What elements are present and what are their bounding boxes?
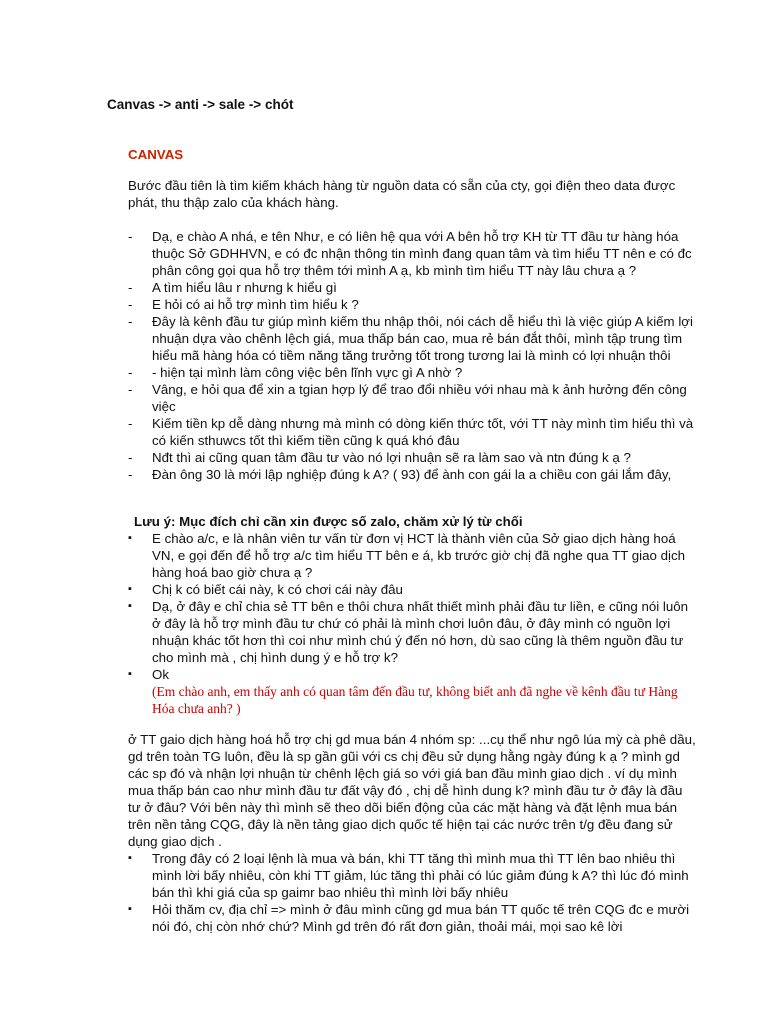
square-bullet: ▪ [128,532,132,544]
list-item: ▪ Hỏi thăm cv, địa chỉ => mình ở đâu mình cũng gd mua bán TT quốc tế trên CQG đc e mười nói đó, chị còn nhớ chứ? Mình gd trên đó rất đơn giản, thoải mái, mọi sao kê lời [128,902,690,934]
dash-bullet: - [128,297,133,312]
list-item: - Kiếm tiền kp dễ dàng nhưng mà mình có dòng kiến thức tốt, với TT này mình tìm hiểu thì và có kiến sthuwcs tốt thì kiếm tiền cũng k quá khó đâu [128,416,694,448]
list-item: - - hiện tại mình làm công việc bên lĩnh vực gì A nhờ ? [128,365,463,380]
square-bullet: ▪ [128,583,132,595]
canvas-script-list [128,228,698,483]
dash-bullet: - [128,382,133,397]
dash-bullet: - [128,314,133,329]
list-item: - Đây là kênh đầu tư giúp mình kiếm thu nhập thôi, nói cách dễ hiểu thì là việc giúp A kiếm lợi nhuận dựa vào chênh lệch giá, mua thấp bán cao, mua rẻ bán đắt thôi, mình tập trung tìm hiểu mã hàng hóa có tiềm năng tăng trưởng tốt trong tương lai là mình có lợi nhuận thôi [128,314,693,363]
note-heading: Lưu ý: Mục đích chỉ cần xin được số zalo, chăm xử lý từ chối [134,514,523,529]
list-item: - Nđt thì ai cũng quan tâm đầu tư vào nó lợi nhuận sẽ ra làm sao và ntn đúng k ạ ? [128,450,631,465]
list-item: - E hỏi có ai hỗ trợ mình tìm hiểu k ? [128,297,359,312]
list-item: ▪ Dạ, ở đây e chỉ chia sẻ TT bên e thôi chưa nhất thiết mình phải đầu tư liền, e cũng nói luôn ở đây là hỗ trợ mình đầu tư chứ có phải là mình chơi luôn đâu, ở đây mình có nguồn lợi nhuận khác tốt hơn thì coi như mình chú ý đến nó hơn, dù sao cũng là thêm nguồn đầu tư cho mình mà , chị hình dung ý e hỗ trợ k? [128,599,689,665]
list-item: - Đàn ông 30 là mới lập nghiệp đúng k A? ( 93) để ành con gái la a chiều con gái lắm đây, [128,467,672,482]
document-title: Canvas -> anti -> sale -> chót [107,97,294,112]
dash-bullet: - [128,280,133,295]
square-bullet: ▪ [128,852,132,864]
list-item: ▪ E chào a/c, e là nhân viên tư vấn từ đơn vị HCT là thành viên của Sở giao dịch hàng hoá VN, e gọi đến để hỗ trợ a/c tìm hiểu TT bên e á, kb trước giờ chị đã nghe qua TT giao dịch hàng hoá bao giờ chưa ạ ? [128,531,686,580]
list-item: - Dạ, e chào A nhá, e tên Như, e có liên hệ qua với A bên hỗ trợ KH từ TT đầu tư hàng hóa thuộc Sở GDHHVN, e có đc nhận thông tin mình đang quan tâm và tìm hiểu TT nên e có đc phân công gọi qua hỗ trợ thêm tới mình A ạ, kb mình tìm hiểu TT này lâu chưa ạ ? [128,229,692,278]
note-script-list [128,530,698,717]
dash-bullet: - [128,450,133,465]
dash-bullet: - [128,229,133,244]
red-note: (Em chào anh, em thấy anh có quan tâm đến đầu tư, không biết anh đã nghe về kênh đầu tư Hàng Hóa chưa anh? ) [152,684,678,716]
square-bullet: ▪ [128,903,132,915]
canvas-intro: Bước đầu tiên là tìm kiếm khách hàng từ nguồn data có sẵn của cty, gọi điện theo data được phát, thu thập zalo của khách hàng. [128,178,676,210]
list-item: ▪ Chị k có biết cái này, k có chơi cái này đâu [128,582,403,597]
dash-bullet: - [128,365,133,380]
dash-bullet: - [128,467,133,482]
final-script-list [128,850,698,935]
body-paragraph: ở TT gaio dịch hàng hoá hỗ trợ chị gd mua bán 4 nhóm sp: ...cụ thể như ngô lúa mỳ cà phê dầu, gd trên toàn TG luôn, đều là sp gần gũi với cs chị đều sử dụng hằng ngày đúng k ạ ? mình gd các sp đó và nhận lợi nhuận từ chênh lệch giá so với giá ban đầu mình giao dịch . ví dụ mình mua thấp bán cao như mình đầu tư đất vậy đó , chị dễ hình dung k? mình đầu tư ở đây là đầu tư ở đâu? Với bên này thì mình sẽ theo dõi biến động của các mặt hàng và đặt lệnh mua bán trên nền tảng CQG, đây là nền tảng giao dịch quốc tế hiện tại các nước trên t/g đều đang sử dụng giao dịch . [128,732,696,849]
dash-bullet: - [128,416,133,431]
list-item: ▪ Ok (Em chào anh, em thấy anh có quan tâm đến đầu tư, không biết anh đã nghe về kênh đầu tư Hàng Hóa chưa anh? ) [128,666,698,717]
square-bullet: ▪ [128,600,132,612]
document-body [128,146,698,935]
canvas-heading: CANVAS [128,147,184,162]
square-bullet: ▪ [128,668,132,680]
list-item: - A tìm hiểu lâu r nhưng k hiểu gì [128,280,337,295]
list-item: ▪ Trong đây có 2 loại lệnh là mua và bán, khi TT tăng thì mình mua thì TT lên bao nhiêu thì mình lời bấy nhiêu, còn khi TT giảm, lúc tăng thì phải có lúc giảm đúng k A? thì lúc đó mình bán thì khi giá của sp gaimr bao nhiêu thì mình lời bấy nhiêu [128,851,689,900]
list-item: - Vâng, e hỏi qua để xin a tgian hợp lý để trao đổi nhiều với nhau mà k ảnh hưởng đến công việc [128,382,687,414]
